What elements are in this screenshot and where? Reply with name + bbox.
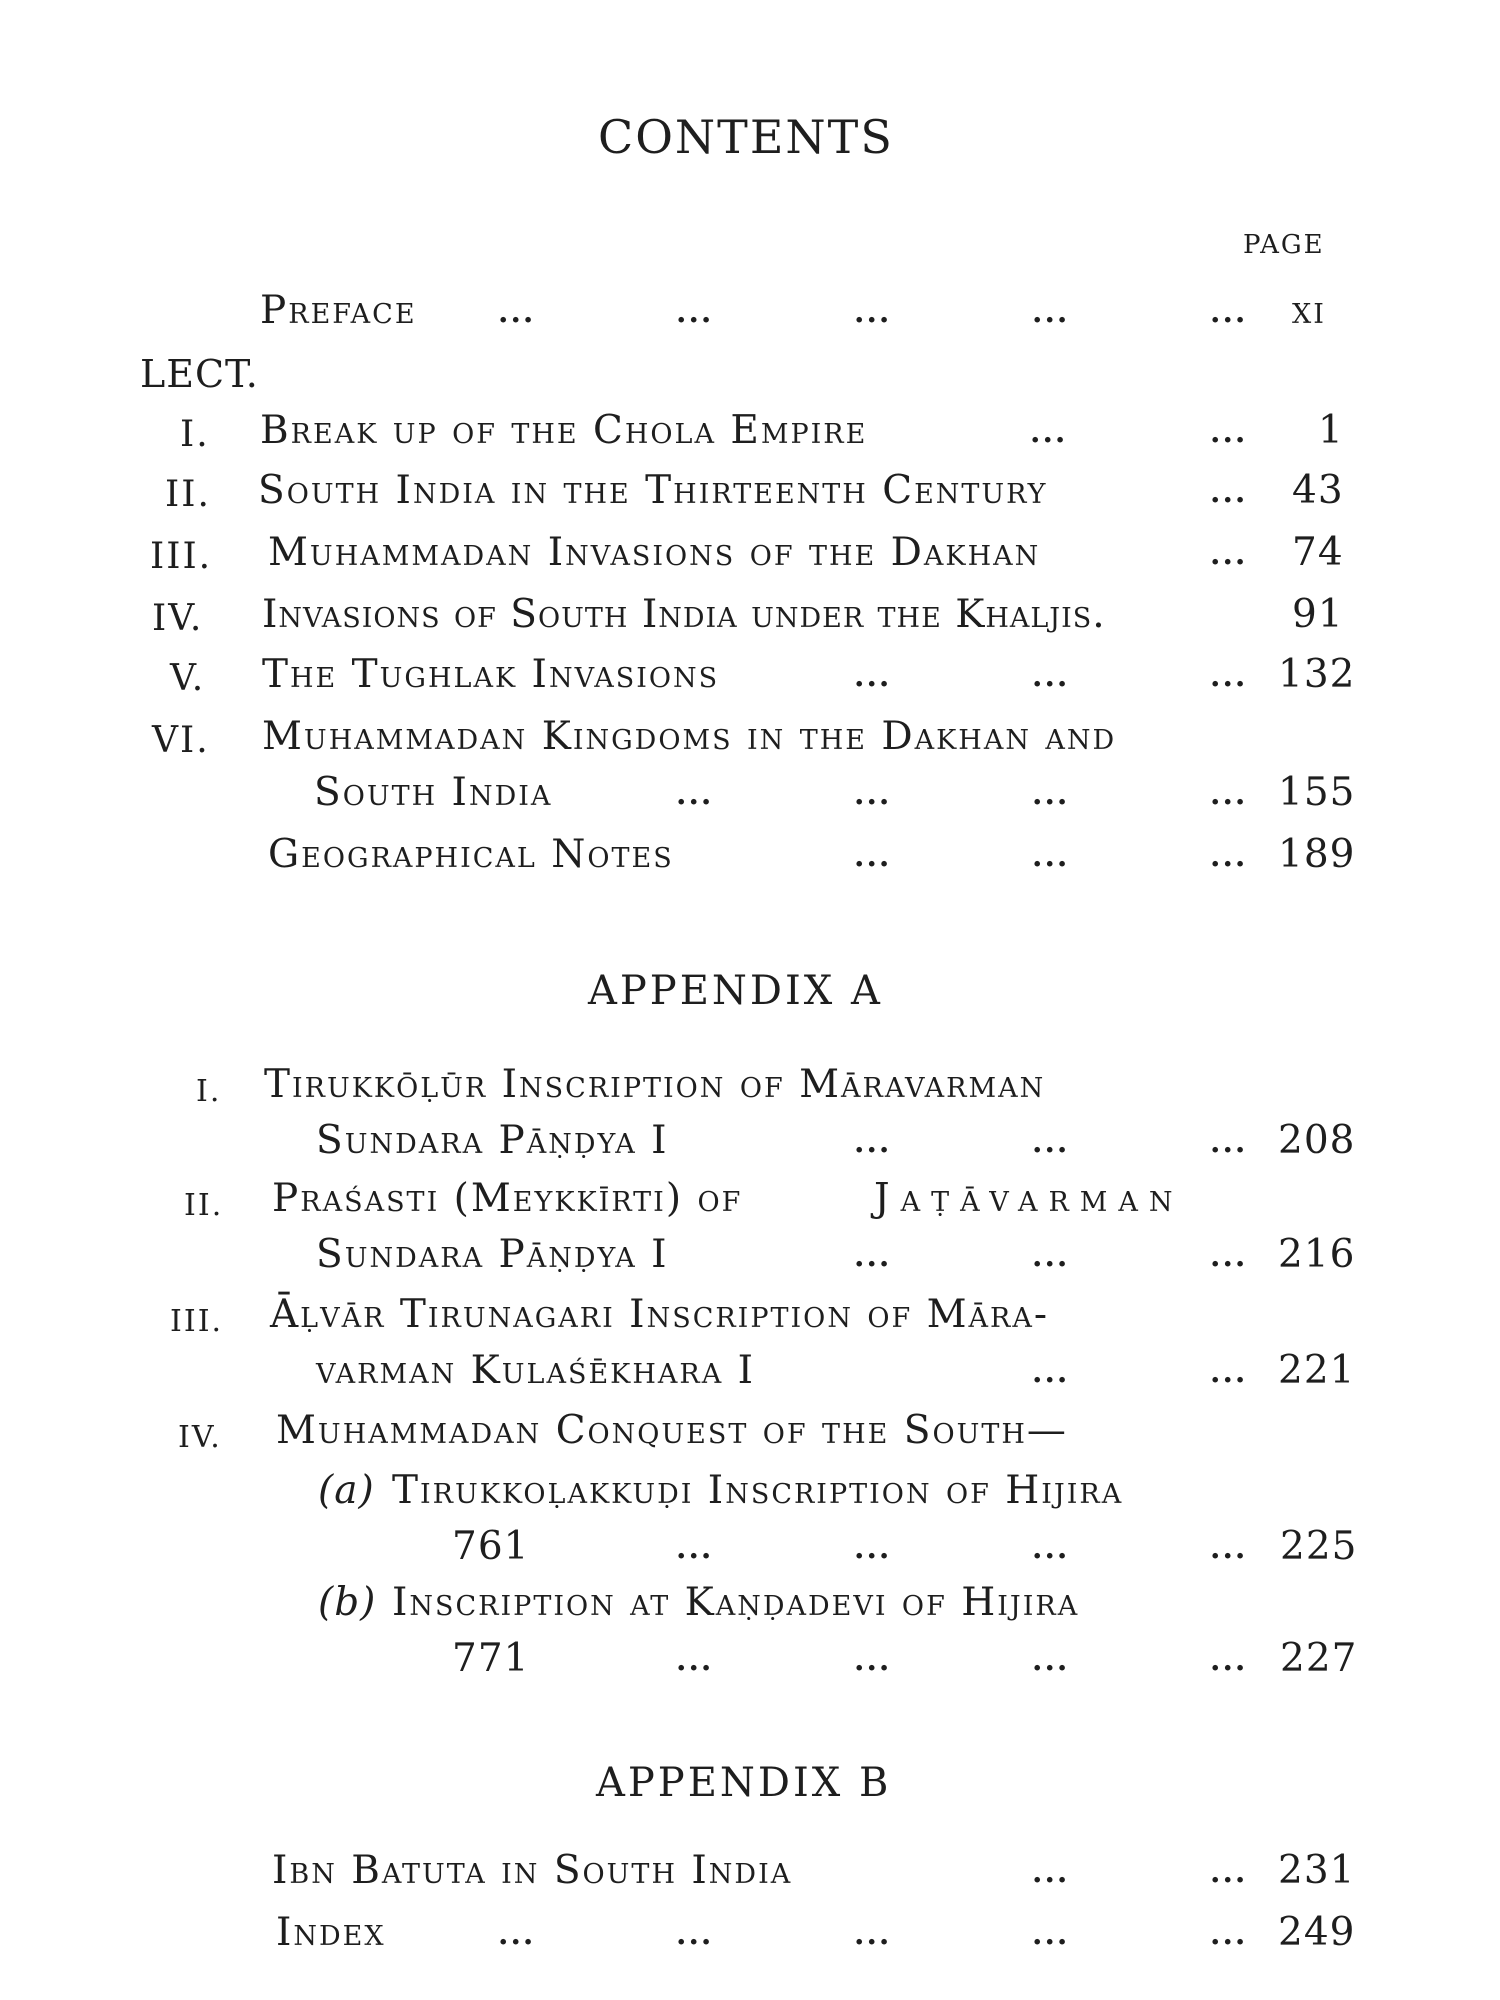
leader-dots: ...	[1032, 1125, 1070, 1160]
appendix-b-entry-page: 231	[1278, 1848, 1356, 1893]
leader-dots: ...	[1210, 777, 1248, 812]
lecture-numeral: IV.	[152, 598, 204, 639]
leader-dots: ...	[854, 1125, 892, 1160]
preface-page: xi	[1292, 288, 1326, 333]
leader-dots: ...	[1210, 1355, 1248, 1390]
geographical-notes-page: 189	[1278, 832, 1356, 877]
leader-dots: ...	[1210, 537, 1248, 572]
leader-dots: ...	[676, 777, 714, 812]
lecture-numeral: II.	[165, 474, 211, 515]
appendix-entry-title-continued: Sundara Pāṇḍya I	[316, 1118, 669, 1163]
lecture-page: 132	[1278, 652, 1356, 697]
lecture-page: 43	[1292, 468, 1344, 513]
lecture-page: 91	[1292, 592, 1344, 637]
lecture-title: Muhammadan Kingdoms in the Dakhan and	[262, 714, 1117, 759]
lecture-numeral: VI.	[152, 720, 210, 761]
lecture-page: 155	[1278, 770, 1356, 815]
leader-dots: ...	[854, 659, 892, 694]
lecture-numeral: III.	[150, 536, 213, 577]
leader-dots: ...	[854, 839, 892, 874]
geographical-notes-title: Geographical Notes	[268, 832, 674, 877]
leader-dots: ...	[1210, 839, 1248, 874]
appendix-numeral: IV.	[178, 1420, 222, 1455]
preface-title: Preface	[260, 288, 417, 333]
leader-dots: ...	[676, 295, 714, 330]
leader-dots: ...	[1032, 295, 1070, 330]
leader-dots: ...	[1210, 659, 1248, 694]
leader-dots: ...	[498, 295, 536, 330]
page-column-label: PAGE	[1243, 230, 1325, 260]
lecture-numeral: V.	[170, 658, 206, 699]
appendix-a-heading: APPENDIX A	[588, 968, 883, 1014]
appendix-numeral: II.	[184, 1188, 224, 1223]
appendix-numeral: I.	[196, 1074, 222, 1109]
appendix-entry-title: Muhammadan Conquest of the South—	[276, 1408, 1068, 1453]
leader-dots: ...	[1210, 1917, 1248, 1952]
leader-dots: ...	[854, 777, 892, 812]
leader-dots: ...	[854, 1531, 892, 1566]
lecture-page: 1	[1318, 408, 1344, 453]
appendix-entry-title-continued: varman Kulaśēkhara I	[316, 1348, 756, 1393]
appendix-entry-page: 221	[1278, 1348, 1356, 1393]
lecture-title: Invasions of South India under the Khaljis.	[262, 592, 1106, 637]
lecture-title: Break up of the Chola Empire	[260, 408, 868, 453]
leader-dots: ...	[854, 1917, 892, 1952]
page-title: CONTENTS	[598, 110, 894, 164]
leader-dots: ...	[854, 1643, 892, 1678]
appendix-b-heading: APPENDIX B	[596, 1760, 892, 1806]
leader-dots: ...	[1210, 1643, 1248, 1678]
appendix-entry-title-name: Jaṭāvarman	[874, 1176, 1184, 1221]
appendix-entry-page: 208	[1278, 1118, 1356, 1163]
leader-dots: ...	[1030, 415, 1068, 450]
appendix-entry-title: Tirukkōḷūr Inscription of Māravarman	[264, 1062, 1046, 1107]
appendix-entry-title: Āḷvār Tirunagari Inscription of Māra-	[270, 1292, 1050, 1337]
lecture-title: The Tughlak Invasions	[262, 652, 720, 697]
leader-dots: ...	[1032, 659, 1070, 694]
leader-dots: ...	[854, 295, 892, 330]
sub-entry-title-continued: 761	[452, 1524, 530, 1569]
leader-dots: ...	[1210, 1855, 1248, 1890]
sub-entry-page: 225	[1280, 1524, 1358, 1569]
lecture-title-continued: South India	[314, 770, 553, 815]
appendix-b-entry-title: Ibn Batuta in South India	[272, 1848, 793, 1893]
lecture-title: South India in the Thirteenth Century	[258, 468, 1048, 513]
index-title: Index	[276, 1910, 386, 1955]
lect-label: LECT.	[140, 352, 259, 396]
lecture-numeral: I.	[180, 414, 210, 455]
appendix-entry-page: 216	[1278, 1232, 1356, 1277]
leader-dots: ...	[1032, 777, 1070, 812]
lecture-page: 74	[1292, 530, 1344, 575]
appendix-entry-title: Praśasti (Meykkīrti) of	[272, 1176, 743, 1221]
sub-entry-label: (b)	[318, 1580, 377, 1625]
leader-dots: ...	[676, 1531, 714, 1566]
leader-dots: ...	[1210, 1239, 1248, 1274]
sub-entry-title: Tirukkoḷakkuḍi Inscription of Hijira	[392, 1468, 1124, 1513]
leader-dots: ...	[1032, 1917, 1070, 1952]
leader-dots: ...	[1032, 1239, 1070, 1274]
leader-dots: ...	[676, 1643, 714, 1678]
leader-dots: ...	[1032, 1355, 1070, 1390]
leader-dots: ...	[1032, 1643, 1070, 1678]
sub-entry-title-continued: 771	[452, 1636, 530, 1681]
leader-dots: ...	[1210, 295, 1248, 330]
leader-dots: ...	[1210, 1125, 1248, 1160]
leader-dots: ...	[1032, 1531, 1070, 1566]
sub-entry-page: 227	[1280, 1636, 1358, 1681]
leader-dots: ...	[1210, 1531, 1248, 1566]
leader-dots: ...	[1032, 839, 1070, 874]
sub-entry-label: (a)	[318, 1468, 375, 1513]
leader-dots: ...	[498, 1917, 536, 1952]
leader-dots: ...	[1032, 1855, 1070, 1890]
leader-dots: ...	[676, 1917, 714, 1952]
leader-dots: ...	[1210, 415, 1248, 450]
sub-entry-title: Inscription at Kaṇḍadevi of Hijira	[392, 1580, 1080, 1625]
appendix-numeral: III.	[170, 1304, 224, 1339]
leader-dots: ...	[854, 1239, 892, 1274]
leader-dots: ...	[1210, 475, 1248, 510]
lecture-title: Muhammadan Invasions of the Dakhan	[268, 530, 1041, 575]
index-page: 249	[1278, 1910, 1356, 1955]
appendix-entry-title-continued: Sundara Pāṇḍya I	[316, 1232, 669, 1277]
